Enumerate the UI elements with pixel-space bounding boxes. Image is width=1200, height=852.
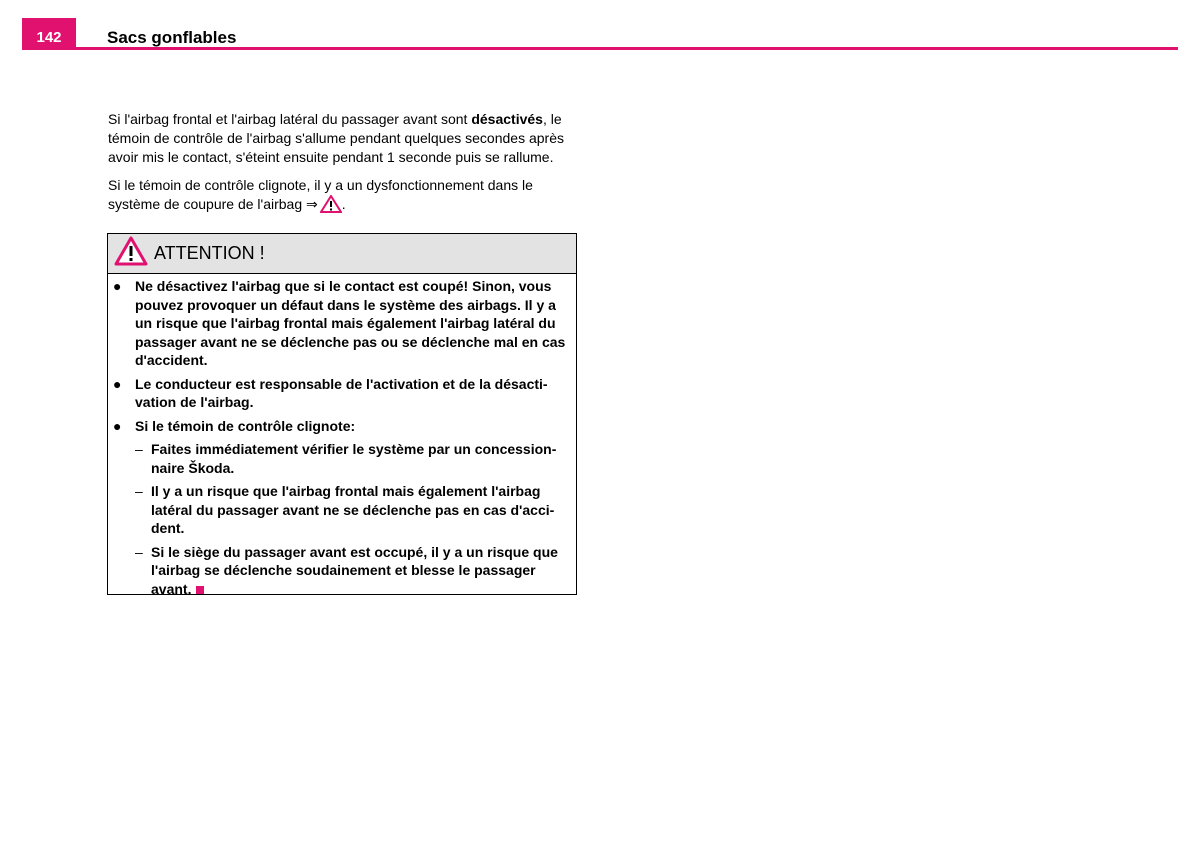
list-item xyxy=(113,417,571,436)
sub-list-item xyxy=(135,482,571,538)
attention-box xyxy=(107,233,577,595)
warning-triangle-icon xyxy=(114,236,148,271)
paragraph-2 xyxy=(108,176,578,218)
dash-icon: – xyxy=(135,441,143,457)
bullet-icon: ● xyxy=(113,417,122,434)
paragraph-1 xyxy=(108,110,578,167)
list-item-text: Le conducteur est responsable de l'activation et de la désactivation de l'airbag. xyxy=(135,375,548,410)
sub-list-item xyxy=(135,440,571,477)
sub-item-text: Si le siège du passager avant est occupé, il y a un risque que l'airbag se déclenche soudainement et blesse le passager avant. xyxy=(151,543,558,597)
list-item xyxy=(113,375,571,412)
attention-header xyxy=(108,234,576,274)
body-text xyxy=(108,110,578,227)
page-number: 142 xyxy=(22,18,76,48)
p1-bold: désactivés xyxy=(471,111,543,127)
header-rule xyxy=(22,47,1178,50)
list-item xyxy=(113,277,571,370)
bullet-icon: ● xyxy=(113,375,122,392)
attention-title: ATTENTION ! xyxy=(154,243,265,263)
attention-body xyxy=(108,274,576,598)
sub-item-text: Il y a un risque que l'airbag frontal mais également l'airbag latéral du passager avant ne se déclenche pas en cas d'accident. xyxy=(151,483,555,536)
list-item-text: Si le témoin de contrôle clignote: xyxy=(135,417,356,434)
sub-list-item xyxy=(135,543,571,599)
sub-item-text: Faites immédiatement vérifier le système par un concessionnaire Škoda. xyxy=(151,441,557,476)
page-title: Sacs gonflables xyxy=(107,28,237,47)
p1-text-a: Si l'airbag frontal et l'airbag latéral du passager avant sont xyxy=(108,111,472,127)
warning-triangle-icon[interactable] xyxy=(320,195,342,218)
end-square-icon xyxy=(196,586,204,594)
p2-text: Si le témoin de contrôle clignote, il y a un dysfonctionnement dans le système de coupure de l'airbag ⇒ xyxy=(108,177,533,212)
bullet-icon: ● xyxy=(113,278,122,294)
dash-icon: – xyxy=(135,543,143,560)
dash-icon: – xyxy=(135,483,143,499)
p1-text-b: , le témoin de contrôle de l'airbag s'allume pendant quelques secondes après avoir mis le contact, s'éteint ensuite pendant 1 seconde puis se rallume. xyxy=(108,111,564,165)
list-item-text: Ne désactivez l'airbag que si le contact est coupé! Sinon, vous pouvez provoquer un défaut dans le système des airbags. Il y a un risque que l'airbag frontal mais également l'airbag latéral du passager avant ne se déclenche pas ou se déclenche mal en cas d'accident. xyxy=(135,278,566,368)
p2-end: . xyxy=(341,196,346,212)
